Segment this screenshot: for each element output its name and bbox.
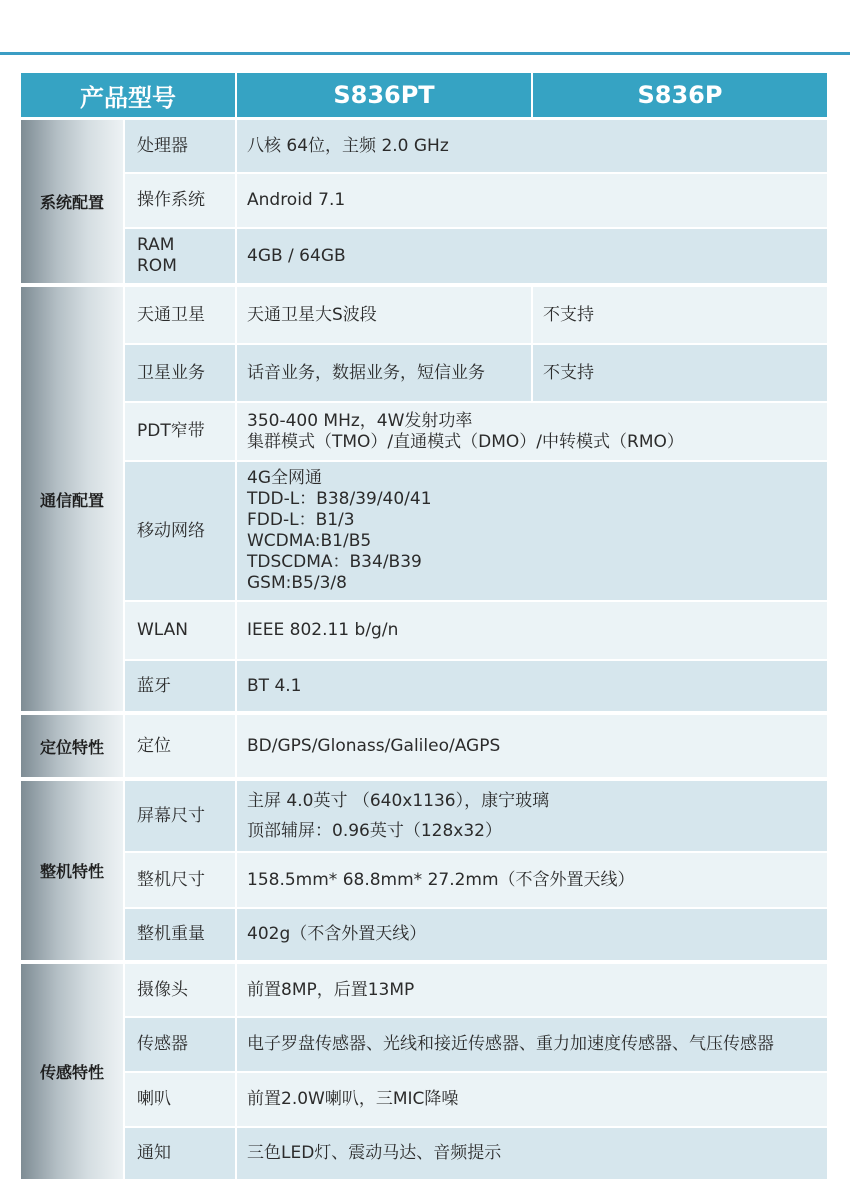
category-cell: 整机特性 <box>21 781 123 964</box>
value-line: TDSCDMA：B34/B39 <box>247 552 422 572</box>
row-label: 移动网络 <box>123 462 235 602</box>
table-row <box>21 120 827 174</box>
value-line: 集群模式（TMO）/直通模式（DMO）/中转模式（RMO） <box>247 431 684 452</box>
category-cell: 通信配置 <box>21 287 123 715</box>
row-value: 158.5mm* 68.8mm* 27.2mm（不含外置天线） <box>235 853 827 909</box>
row-label: 操作系统 <box>123 174 235 229</box>
row-value: BT 4.1 <box>235 661 827 715</box>
table-row <box>21 1018 827 1073</box>
table-row <box>21 1128 827 1183</box>
row-value-model-a: 话音业务，数据业务，短信业务 <box>235 345 531 403</box>
row-value: IEEE 802.11 b/g/n <box>235 602 827 661</box>
table-row <box>21 287 827 345</box>
row-label: WLAN <box>123 602 235 661</box>
row-value-model-a: 天通卫星大S波段 <box>235 287 531 345</box>
table-row <box>21 403 827 462</box>
row-value-model-b: 不支持 <box>531 345 827 403</box>
row-value: 402g（不含外置天线） <box>235 909 827 964</box>
value-line: 350-400 MHz，4W发射功率 <box>247 410 473 431</box>
row-value-model-b: 不支持 <box>531 287 827 345</box>
category-cell: 传感特性 <box>21 964 123 1183</box>
row-label: 整机尺寸 <box>123 853 235 909</box>
row-label: 处理器 <box>123 120 235 174</box>
table-row <box>21 462 827 602</box>
table-header-row <box>21 73 827 120</box>
row-value: Android 7.1 <box>235 174 827 229</box>
row-label: PDT窄带 <box>123 403 235 462</box>
value-line: 主屏 4.0英寸 （640x1136），康宁玻璃 <box>247 791 550 811</box>
value-line: FDD-L：B1/3 <box>247 510 355 530</box>
row-label: 传感器 <box>123 1018 235 1073</box>
value-line: 顶部辅屏：0.96英寸（128x32） <box>247 821 502 841</box>
top-divider-line <box>0 52 850 55</box>
table-row <box>21 781 827 853</box>
table-row <box>21 964 827 1018</box>
row-value: 4GB / 64GB <box>235 229 827 287</box>
row-value: 三色LED灯、震动马达、音频提示 <box>235 1128 827 1183</box>
row-label: 整机重量 <box>123 909 235 964</box>
row-value <box>235 781 827 853</box>
row-value: 电子罗盘传感器、光线和接近传感器、重力加速度传感器、气压传感器 <box>235 1018 827 1073</box>
table-row <box>21 174 827 229</box>
table-row <box>21 661 827 715</box>
row-label: 屏幕尺寸 <box>123 781 235 853</box>
table-row <box>21 715 827 781</box>
table-row <box>21 229 827 287</box>
value-line: GSM:B5/3/8 <box>247 573 347 593</box>
row-value: 八核 64位，主频 2.0 GHz <box>235 120 827 174</box>
row-label: 定位 <box>123 715 235 781</box>
header-model-b: S836P <box>531 73 827 120</box>
row-label-line: ROM <box>137 256 177 276</box>
header-model-label: 产品型号 <box>21 73 235 120</box>
row-value: 前置8MP，后置13MP <box>235 964 827 1018</box>
row-label: 天通卫星 <box>123 287 235 345</box>
table-row <box>21 1073 827 1128</box>
category-cell: 系统配置 <box>21 120 123 287</box>
spec-table <box>21 73 827 1183</box>
value-line: TDD-L：B38/39/40/41 <box>247 489 432 509</box>
row-label: 通知 <box>123 1128 235 1183</box>
row-value: 前置2.0W喇叭，三MIC降噪 <box>235 1073 827 1128</box>
row-value <box>235 462 827 602</box>
table-row <box>21 853 827 909</box>
row-value: BD/GPS/Glonass/Galileo/AGPS <box>235 715 827 781</box>
row-label <box>123 229 235 287</box>
table-row <box>21 602 827 661</box>
category-cell: 定位特性 <box>21 715 123 781</box>
value-line: 4G全网通 <box>247 468 322 488</box>
row-value <box>235 403 827 462</box>
value-line: WCDMA:B1/B5 <box>247 531 372 551</box>
table-row <box>21 909 827 964</box>
row-label: 卫星业务 <box>123 345 235 403</box>
table-row <box>21 345 827 403</box>
row-label: 摄像头 <box>123 964 235 1018</box>
row-label-line: RAM <box>137 235 175 255</box>
row-label: 蓝牙 <box>123 661 235 715</box>
header-model-a: S836PT <box>235 73 531 120</box>
row-label: 喇叭 <box>123 1073 235 1128</box>
